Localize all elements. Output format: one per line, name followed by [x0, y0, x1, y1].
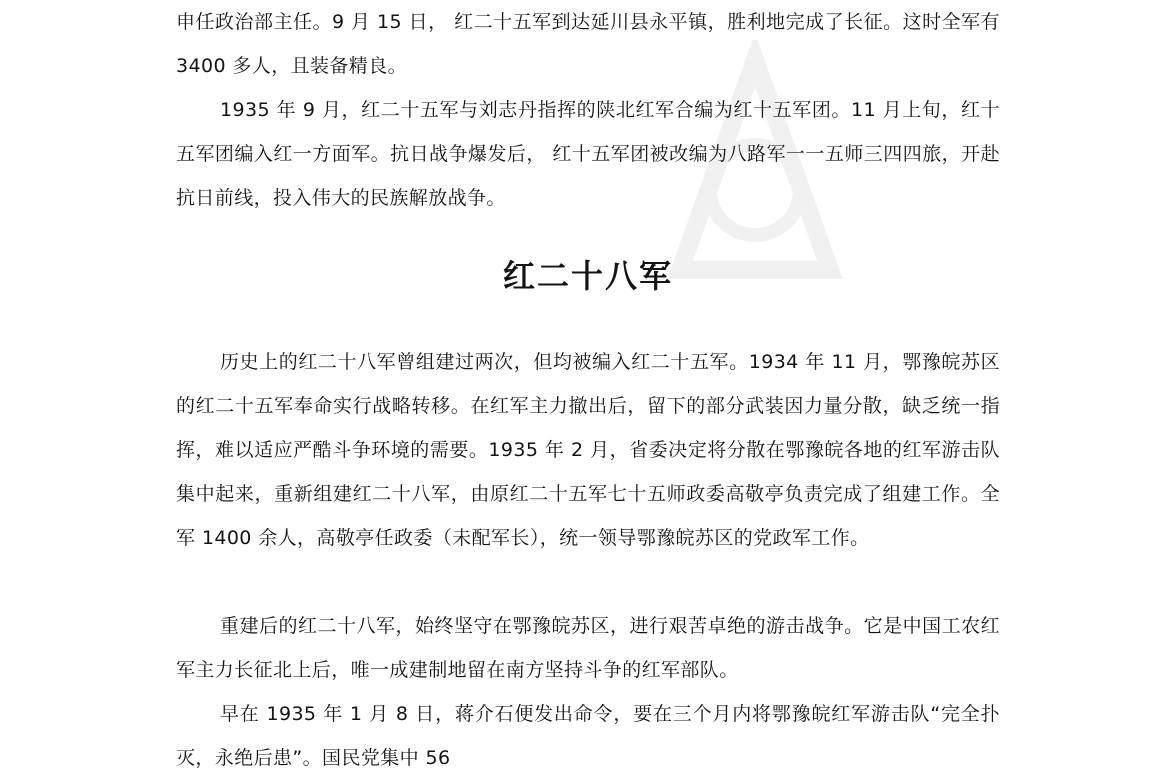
paragraph-bottom-1: 历史上的红二十八军曾组建过两次，但均被编入红二十五军。1934 年 11 月，鄂豫皖苏区的红二十五军奉命实行战略转移。在红军主力撤出后，留下的部分武装因力量分散，缺乏统一指挥，难以适应严酷斗争环境的需要。1935 年 2 月，省委决定将分散在鄂豫皖各地的红军游击队集中起来，重新组建红二十八军，由原红二十五军七十五师政委高敬亭负责完成了组建工作。全军 1400 余人，高敬亭任政委（未配军长），统一领导鄂豫皖苏区的党政军工作。: [176, 351, 1000, 549]
paragraph-top-2: 1935 年 9 月，红二十五军与刘志丹指挥的陕北红军合编为红十五军团。11 月上旬，红十五军团编入红一方面军。抗日战争爆发后， 红十五军团被改编为八路军一一五师三四四旅，开赴抗日前线，投入伟大的民族解放战争。: [176, 99, 1000, 209]
section-heading: 红二十八军: [502, 257, 673, 295]
paragraph-top-1: 申任政治部主任。9 月 15 日， 红二十五军到达延川县永平镇，胜利地完成了长征。这时全军有 3400 多人，且装备精良。: [176, 11, 1007, 77]
paragraph-bottom-3: 早在 1935 年 1 月 8 日，蒋介石便发出命令，要在三个月内将鄂豫皖红军游击队“完全扑灭，永绝后患”。国民党集中 56: [176, 703, 1000, 769]
paragraph-bottom-2: 重建后的红二十八军，始终坚守在鄂豫皖苏区，进行艰苦卓绝的游击战争。它是中国工农红军主力长征北上后，唯一成建制地留在南方坚持斗争的红军部队。: [176, 615, 1000, 681]
